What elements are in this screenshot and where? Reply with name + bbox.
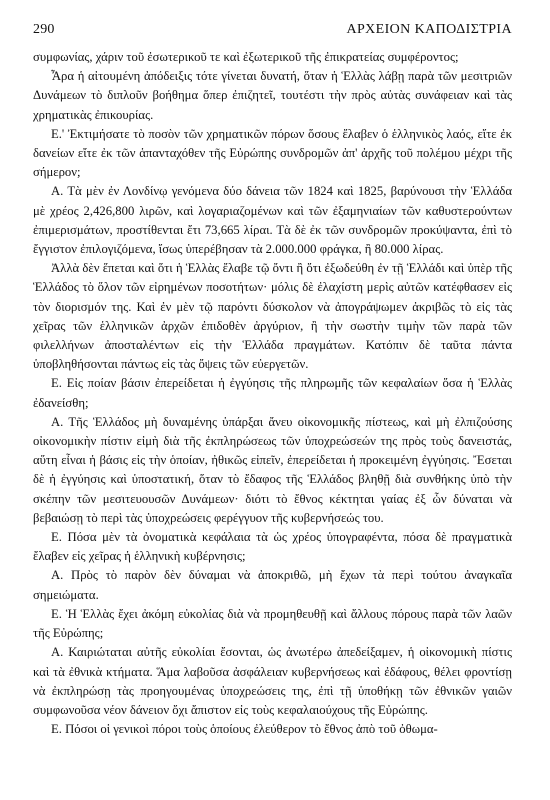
paragraph-question: Ε. Εἰς ποίαν βάσιν ἐπερείδεται ἡ ἐγγύησις τῆς πληρωμῆς τῶν κεφαλαίων ὅσα ἡ Ἑλλὰς ἐδανείσθη; (33, 376, 512, 410)
running-title: ΑΡΧΕΙΟΝ ΚΑΠΟΔΙΣΤΡΙΑ (346, 22, 512, 37)
paragraph-continuation: συμφωνίας, χάριν τοῦ ἐσωτερικοῦ τε καὶ ἐξωτερικοῦ τῆς ἐπικρατείας συμφέροντος; (33, 50, 459, 64)
paragraph-answer: Α. Καιριώταται αὐτῆς εὐκολίαι ἔσονται, ὡς ἀνωτέρω ἀπεδείξαμεν, ἡ οἰκονομικὴ πίστις καὶ τὰ ἐθνικὰ κτήματα. Ἅμα λαβοῦσα ἀσφάλειαν κυβερνήσεως καὶ ἐδάφους, θέλει φροντίσῃ νὰ ἐκπληρώσῃ τὰς προηγουμένας ὑποχρεώσεις της, ἐπὶ τῇ ὑποθήκῃ τῶν ἐθνικῶν γαιῶν συμφωνοῦσα νέον δάνειον ὄχι ἄπιστον εἰς τοὺς κεφαλαιούχους τῆς Εὐρώπης. (33, 645, 512, 717)
page-body (33, 48, 512, 739)
paragraph-answer: Α. Τῆς Ἑλλάδος μὴ δυναμένης ὑπάρξαι ἄνευ οἰκονομικῆς πίστεως, καὶ μὴ ἐλπιζούσης οἰκονομικὴν πίστιν εἰμὴ διὰ τῆς ἐκπληρώσεως τῶν ὑποχρεώσεών της πρὸς τοὺς δανειστάς, αὕτη εἶναι ἡ βάσις εἰς τὴν ὁποίαν, ἠθικῶς εἰπεῖν, ἐπερείδεται ἡ προκειμένη ἐγγύησις. Ἔσεται δὲ ἡ ἐγγύησις καὶ ὑποστατική, ὅταν τὸ ἔδαφος τῆς Ἑλλάδος βληθῇ διὰ συνθήκης ὑπὸ τὴν σκέπην τῶν μεσιτευουσῶν Δυνάμεων· διότι τὸ ἔθνος κέκτηται γαίας ἐξ ὧν δύναται νὰ βεβαιώσῃ τὸ περὶ τὰς ὑποχρεώσεις φερέγγυον τῆς κυβερνήσεώς του. (33, 414, 512, 525)
page-number: 290 (33, 22, 55, 37)
paragraph-answer: Α. Πρὸς τὸ παρὸν δὲν δύναμαι νὰ ἀποκριθῶ, μὴ ἔχων τὰ περὶ τούτου ἀναγκαῖα σημειώματα. (33, 568, 512, 602)
paragraph-answer: Ἆρα ἡ αἰτουμένη ἀπόδειξις τότε γίνεται δυνατή, ὅταν ἡ Ἑλλὰς λάβῃ παρὰ τῶν μεσιτριῶν Δυνάμεων τὸ διπλοῦν βοήθημα ὅπερ ἐπιζητεῖ, τουτέστι τὴν πρὸς αὐτὰς συνάφειαν καὶ τὰς χρηματικὰς ἐπικουρίας. (33, 69, 512, 122)
page-header (33, 22, 512, 38)
paragraph-answer: Ἀλλὰ δὲν ἕπεται καὶ ὅτι ἡ Ἑλλὰς ἔλαβε τῷ ὄντι ἢ ὅτι ἐξωδεύθη ἐν τῇ Ἑλλάδι καὶ ὑπὲρ τῆς Ἑλλάδος τὸ ὅλον τῶν εἰρημένων ποσοτήτων· μόλις δὲ ἐλαχίστη μερὶς αὐτῶν κατέφθασεν εἰς τὸν διορισμόν της. Καὶ ἐν μὲν τῷ παρόντι δύσκολον νὰ ἀπογράψωμεν ἀκριβῶς τὸ εἰς τὰς χεῖρας τῶν ἑλληνικῶν ἀρχῶν ἐπιδοθὲν ἀργύριον, ἢ τὴν σωστὴν τιμὴν τῶν παρὰ τῶν φιλελλήνων ἀποσταλέντων εἰς τὴν Ἑλλάδα πραγμάτων. Κατόπιν δὲ ταῦτα πάντα ὑποβληθήσονται πάντως εἰς τὰς ὄψεις τῶν εὐεργετῶν. (33, 261, 512, 372)
paragraph-question: Ε. Πόσα μὲν τὰ ὀνοματικὰ κεφάλαια τὰ ὡς χρέος ὑπογραφέντα, πόσα δὲ πραγματικὰ ἔλαβεν εἰς χεῖρας ἡ ἑλληνικὴ κυβέρνησις; (33, 530, 512, 564)
paragraph-question: Ε. Πόσοι οἱ γενικοὶ πόροι τοὺς ὁποίους ἐλεύθερον τὸ ἔθνος ἀπὸ τοῦ ὀθωμα- (51, 722, 438, 737)
paragraph-question: Ε. Ἡ Ἑλλὰς ἔχει ἀκόμη εὐκολίας διὰ νὰ προμηθευθῇ καὶ ἄλλους πόρους παρὰ τῶν λαῶν τῆς Εὐρώπης; (33, 606, 512, 641)
paragraph-answer: Α. Τὰ μὲν ἐν Λονδίνῳ γενόμενα δύο δάνεια τῶν 1824 καὶ 1825, βαρύνουσι τὴν Ἑλλάδα μὲ χρέος 2,426,800 λιρῶν, καὶ λογαριαζομένων καὶ τῶν ἐξαμηνιαίων τῶν καθυστερούντων ἐπιμερισμάτων, προστίθενται ἔτι 73,665 λίραι. Τὰ δὲ ἐκ τῶν συνδρομῶν προκύψαντα, ἐπὶ τὸ ἔγγιστον ἐπιλογιζόμενα, ἴσως ὑπερέβησαν τὰ 2.000.000 φράγκα, ἢ 80.000 λίρας. (33, 184, 512, 257)
paragraph-question: Ε.' Ἐκτιμήσατε τὸ ποσὸν τῶν χρηματικῶν πόρων ὅσους ἔλαβεν ὁ ἑλληνικὸς λαός, εἴτε ἐκ δανείων εἴτε ἐκ τῶν ἁπανταχόθεν τῆς Εὐρώπης συνδρομῶν ἀπ' ἀρχῆς τοῦ πολέμου μέχρι τῆς σήμερον; (33, 126, 512, 180)
